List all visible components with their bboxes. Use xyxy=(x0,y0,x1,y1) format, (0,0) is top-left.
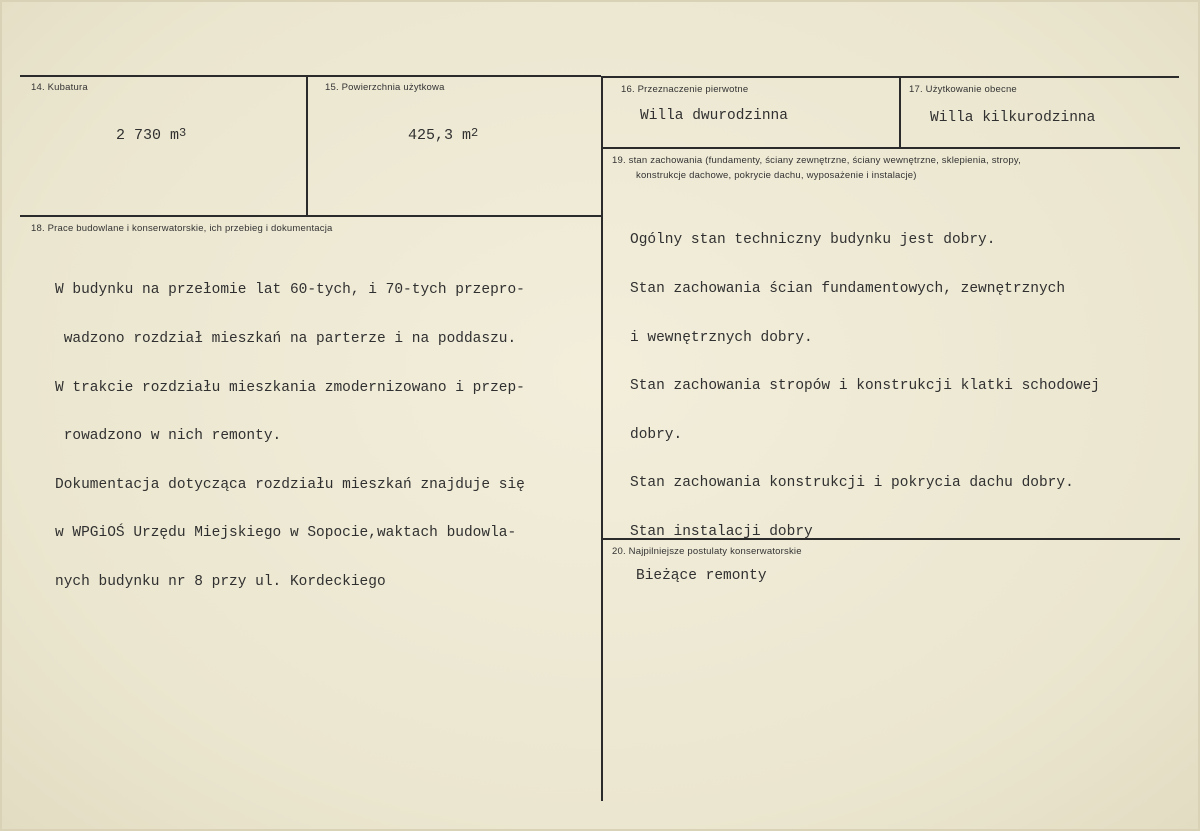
field-16-value: Willa dwurodzinna xyxy=(640,108,788,124)
field-18-line: W trakcie rozdziału mieszkania zmodernizowano i przep- xyxy=(55,379,525,396)
top-rule-left xyxy=(20,75,601,77)
center-divider xyxy=(601,76,603,801)
kubatura-value: 2 730 m xyxy=(116,127,180,144)
divider-14-15 xyxy=(306,76,308,216)
field-19-line: Stan zachowania ścian fundamentowych, zewnętrznych xyxy=(630,281,1066,297)
field-15-label: 15. Powierzchnia użytkowa xyxy=(325,82,445,93)
field-18-label: 18. Prace budowlane i konserwatorskie, ich przebieg i dokumentacja xyxy=(31,223,333,234)
field-18-line: Dokumentacja dotycząca rozdziału mieszkań znajduje się xyxy=(55,476,525,493)
field-19-text xyxy=(630,200,1100,573)
divider-16-17 xyxy=(899,77,901,147)
field-18-line: W budynku na przełomie lat 60-tych, i 70-tych przepro- xyxy=(55,282,525,299)
field-20-label: 20. Najpilniejsze postulaty konserwatorskie xyxy=(612,546,802,557)
field-18-line: nych budynku nr 8 przy ul. Kordeckiego xyxy=(55,573,386,590)
field-19-label-line2: konstrukcje dachowe, pokrycie dachu, wyposażenie i instalacje) xyxy=(636,170,917,181)
top-rule-right xyxy=(602,76,1179,78)
field-14-value xyxy=(116,128,186,144)
field-18-line: wadzono rozdział mieszkań na parterze i na poddaszu. xyxy=(55,331,517,347)
area-unit-exponent: 2 xyxy=(471,126,479,140)
area-value: 425,3 m xyxy=(408,127,472,144)
field-16-label: 16. Przeznaczenie pierwotne xyxy=(621,84,749,95)
field-18-line: w WPGiOŚ Urzędu Miejskiego w Sopocie,waktach budowla- xyxy=(55,525,517,542)
kubatura-unit-exponent: 3 xyxy=(179,126,187,140)
field-18-line: rowadzono w nich remonty. xyxy=(55,428,282,445)
field-14-label: 14. Kubatura xyxy=(31,82,88,93)
field-19-label-line1: 19. stan zachowania (fundamenty, ściany zewnętrzne, ściany wewnętrzne, sklepienia, stropy, xyxy=(612,155,1021,166)
field-15-value xyxy=(408,128,478,144)
field-19-line: Stan zachowania stropów i konstrukcji klatki schodowej xyxy=(630,378,1100,395)
rule-below-14-15 xyxy=(20,215,602,217)
field-19-line: i wewnętrznych dobry. xyxy=(630,329,813,346)
field-20-value: Bieżące remonty xyxy=(636,568,767,584)
field-19-line: Ogólny stan techniczny budynku jest dobry. xyxy=(630,232,996,249)
field-19-line: dobry. xyxy=(630,426,683,443)
field-19-line: Stan zachowania konstrukcji i pokrycia dachu dobry. xyxy=(630,475,1074,492)
rule-below-16-17 xyxy=(602,147,1180,149)
field-17-value: Willa kilkurodzinna xyxy=(930,110,1096,126)
field-17-label: 17. Użytkowanie obecne xyxy=(909,84,1017,95)
field-18-text xyxy=(55,250,525,623)
field-19-line: Stan instalacji dobry xyxy=(630,523,813,540)
